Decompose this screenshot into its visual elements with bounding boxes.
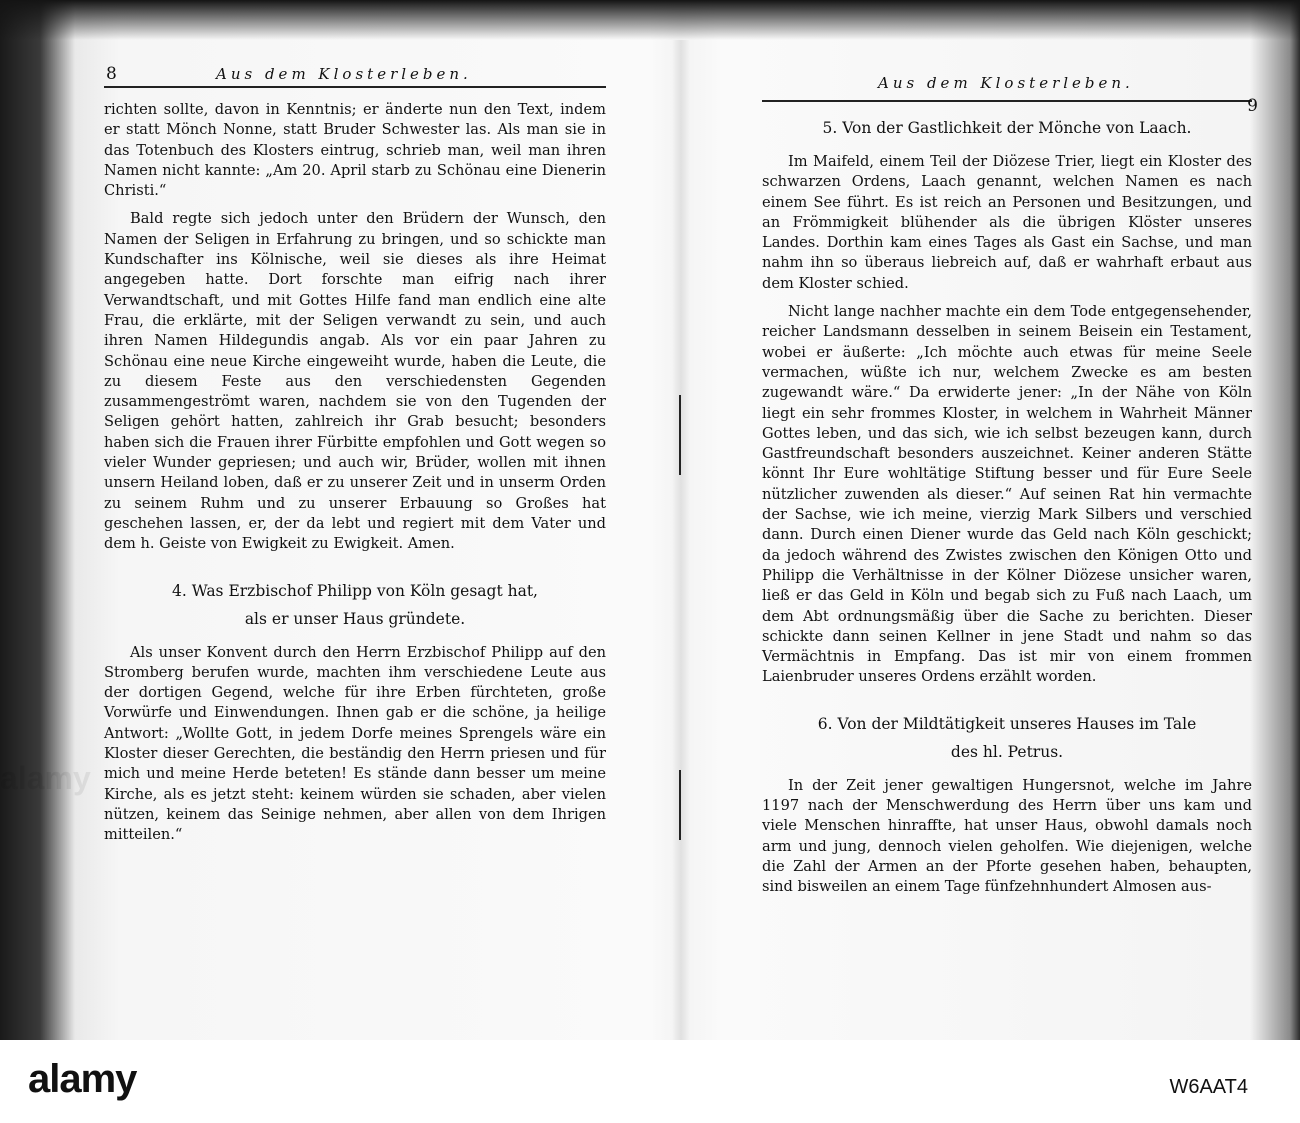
paragraph: Bald regte sich jedoch unter den Brüdern der Wunsch, den Namen der Seligen in Erfahrung zu bringen, und so schickte man Kundschafter ins Kölnische, weil sie dieses als ihre Heimat angegeben hatte. Dort forschte man eifrig nach ihrer Verwandtschaft, und mit Gottes Hilfe fand man endlich eine alte Frau, die erklärte, mit der Seligen verwandt zu sein, und auch ihren Namen Hildegundis angab. Als vor ein paar Jahren zu Schönau eine neue Kirche eingeweiht wurde, haben die Leute, die zu diesem Feste aus den verschiedensten Gegenden zusammengeströmt waren, nachdem sie von den Tugenden der Seligen gehört hatten, zahlreich ihr Grab besucht; besonders haben sich die Frauen ihrer Fürbitte empfohlen und Gott wegen so vieler Wunder gepriesen; und auch wir, Brüder, wollen mit ihnen unsern Heiland loben, daß er zu unserer Zeit und in unserm Orden zu seinem Ruhm und zu unserer Erbauung so Großes hat geschehen lassen, er, der da lebt und regiert mit dem Vater und dem h. Geiste von Ewigkeit zu Ewigkeit. Amen. [104,210,606,553]
running-head: Aus dem Klosterleben. [878,74,1134,92]
stock-footer-bar [0,1040,1300,1123]
section-title-line: des hl. Petrus. [950,742,1064,761]
running-head: Aus dem Klosterleben. [216,65,472,83]
gutter-mark [679,395,681,475]
alamy-watermark: alamy [0,760,91,796]
left-page-header [104,60,606,88]
section-title-line: als er unser Haus gründete. [244,609,466,628]
page-number: 8 [106,64,117,84]
gutter-mark [679,770,681,840]
section-title-line: 6. Von der Mildtätigkeit unseres Hauses im Tale [817,714,1197,733]
stock-image-id: W6AAT4 [1169,1076,1248,1098]
alamy-logo: alamy [28,1057,137,1101]
page-number: 9 [1247,96,1258,116]
paragraph: richten sollte, davon in Kenntnis; er änderte nun den Text, indem er statt Mönch Nonne, statt Bruder Schwester las. Als man sie in das Totenbuch des Klosters eintrug, schrieb man, weil man ihren Namen nicht kannte: „Am 20. April starb zu Schönau eine Dienerin Christi.“ [104,101,606,200]
section-title [104,577,606,633]
paragraph: Im Maifeld, einem Teil der Diözese Trier, liegt ein Kloster des schwarzen Ordens, Laach genannt, welchen Namen es nach einem See führt. Es ist reich an Personen und Besitzungen, und an Frömmigkeit blühender als die übrigen Klöster unseres Landes. Dorthin kam eines Tages als Gast ein Sachse, und man nahm ihn so überaus liebreich auf, daß er wahrhaft erbaut aus dem Kloster schied. [762,153,1252,292]
section-title-line: 4. Was Erzbischof Philipp von Köln gesagt hat, [172,581,538,600]
paragraph: In der Zeit jener gewaltigen Hungersnot, welche im Jahre 1197 nach der Menschwerdung des Herrn über uns kam und viele Menschen hinraffte, hat unser Haus, obwohl damals noch arm und jung, dennoch vielen geholfen. Wie diejenigen, welche die Zahl der Armen an der Pforte gesehen haben, behaupten, sind bisweilen an einem Tage fünfzehnhundert Almosen aus- [762,776,1252,896]
left-page [104,60,606,846]
section-title [762,710,1252,766]
book-gutter [672,40,690,1040]
paragraph: Nicht lange nachher machte ein dem Tode entgegensehender, reicher Landsmann desselben in seinem Beisein ein Testament, wobei er äußerte: „Ich möchte auch etwas für meine Seele vermachen, wüßte ich nur, welchem Zwecke es am besten zugewandt wäre.“ Da erwiderte jener: „In der Nähe von Köln liegt ein sehr frommes Kloster, in welchem in Wahrheit Männer Gottes leben, und das sich, wie ich selbst bezeugen kann, durch Gastfreundschaft besonders auszeichnet. Keiner anderen Stätte könnt Ihr Eure wohltätige Stiftung besser und für Eure Seele nützlicher zuwenden als dieser.“ Auf seinen Rat hin vermachte der Sachse, wie ich meine, vierzig Mark Silbers und verschied dann. Durch einen Diener wurde das Geld nach Köln geschickt; da jedoch während des Zwistes zwischen den Königen Otto und Philipp die Verhältnisse in der Kölner Diözese unsicher waren, ließ er das Geld in Köln und begab sich zu Fuß nach Laach, um dem Abt ordnungsmäßig über die Sache zu berichten. Dieser schickte dann seinen Kellner in jene Stadt und nahm so das Vermächtnis in Empfang. Das ist mir von einem frommen Laienbruder unseres Ordens erzählt worden. [762,303,1252,686]
left-page-body [104,100,606,846]
right-page-header [762,74,1258,116]
right-page [762,74,1258,898]
right-page-body [762,114,1252,898]
section-title: 5. Von der Gastlichkeit der Mönche von Laach. [822,119,1192,137]
paragraph: Als unser Konvent durch den Herrn Erzbischof Philipp auf den Stromberg berufen wurde, machten ihm verschiedene Leute aus der dortigen Gegend, welche für ihre Erben fürchteten, große Vorwürfe und Einwendungen. Ihnen gab er die schöne, ja heilige Antwort: „Wollte Gott, in jedem Dorfe meines Sprengels wäre ein Kloster dieser Gerechten, die beständig den Herrn priesen und für mich und meine Herde beteten! Es stände dann besser um meine Kirche, als es jetzt steht: keinem würden sie schaden, aber vielen nützen, keinem das Seinige nehmen, aber allen von dem Ihrigen mitteilen.“ [104,643,606,844]
